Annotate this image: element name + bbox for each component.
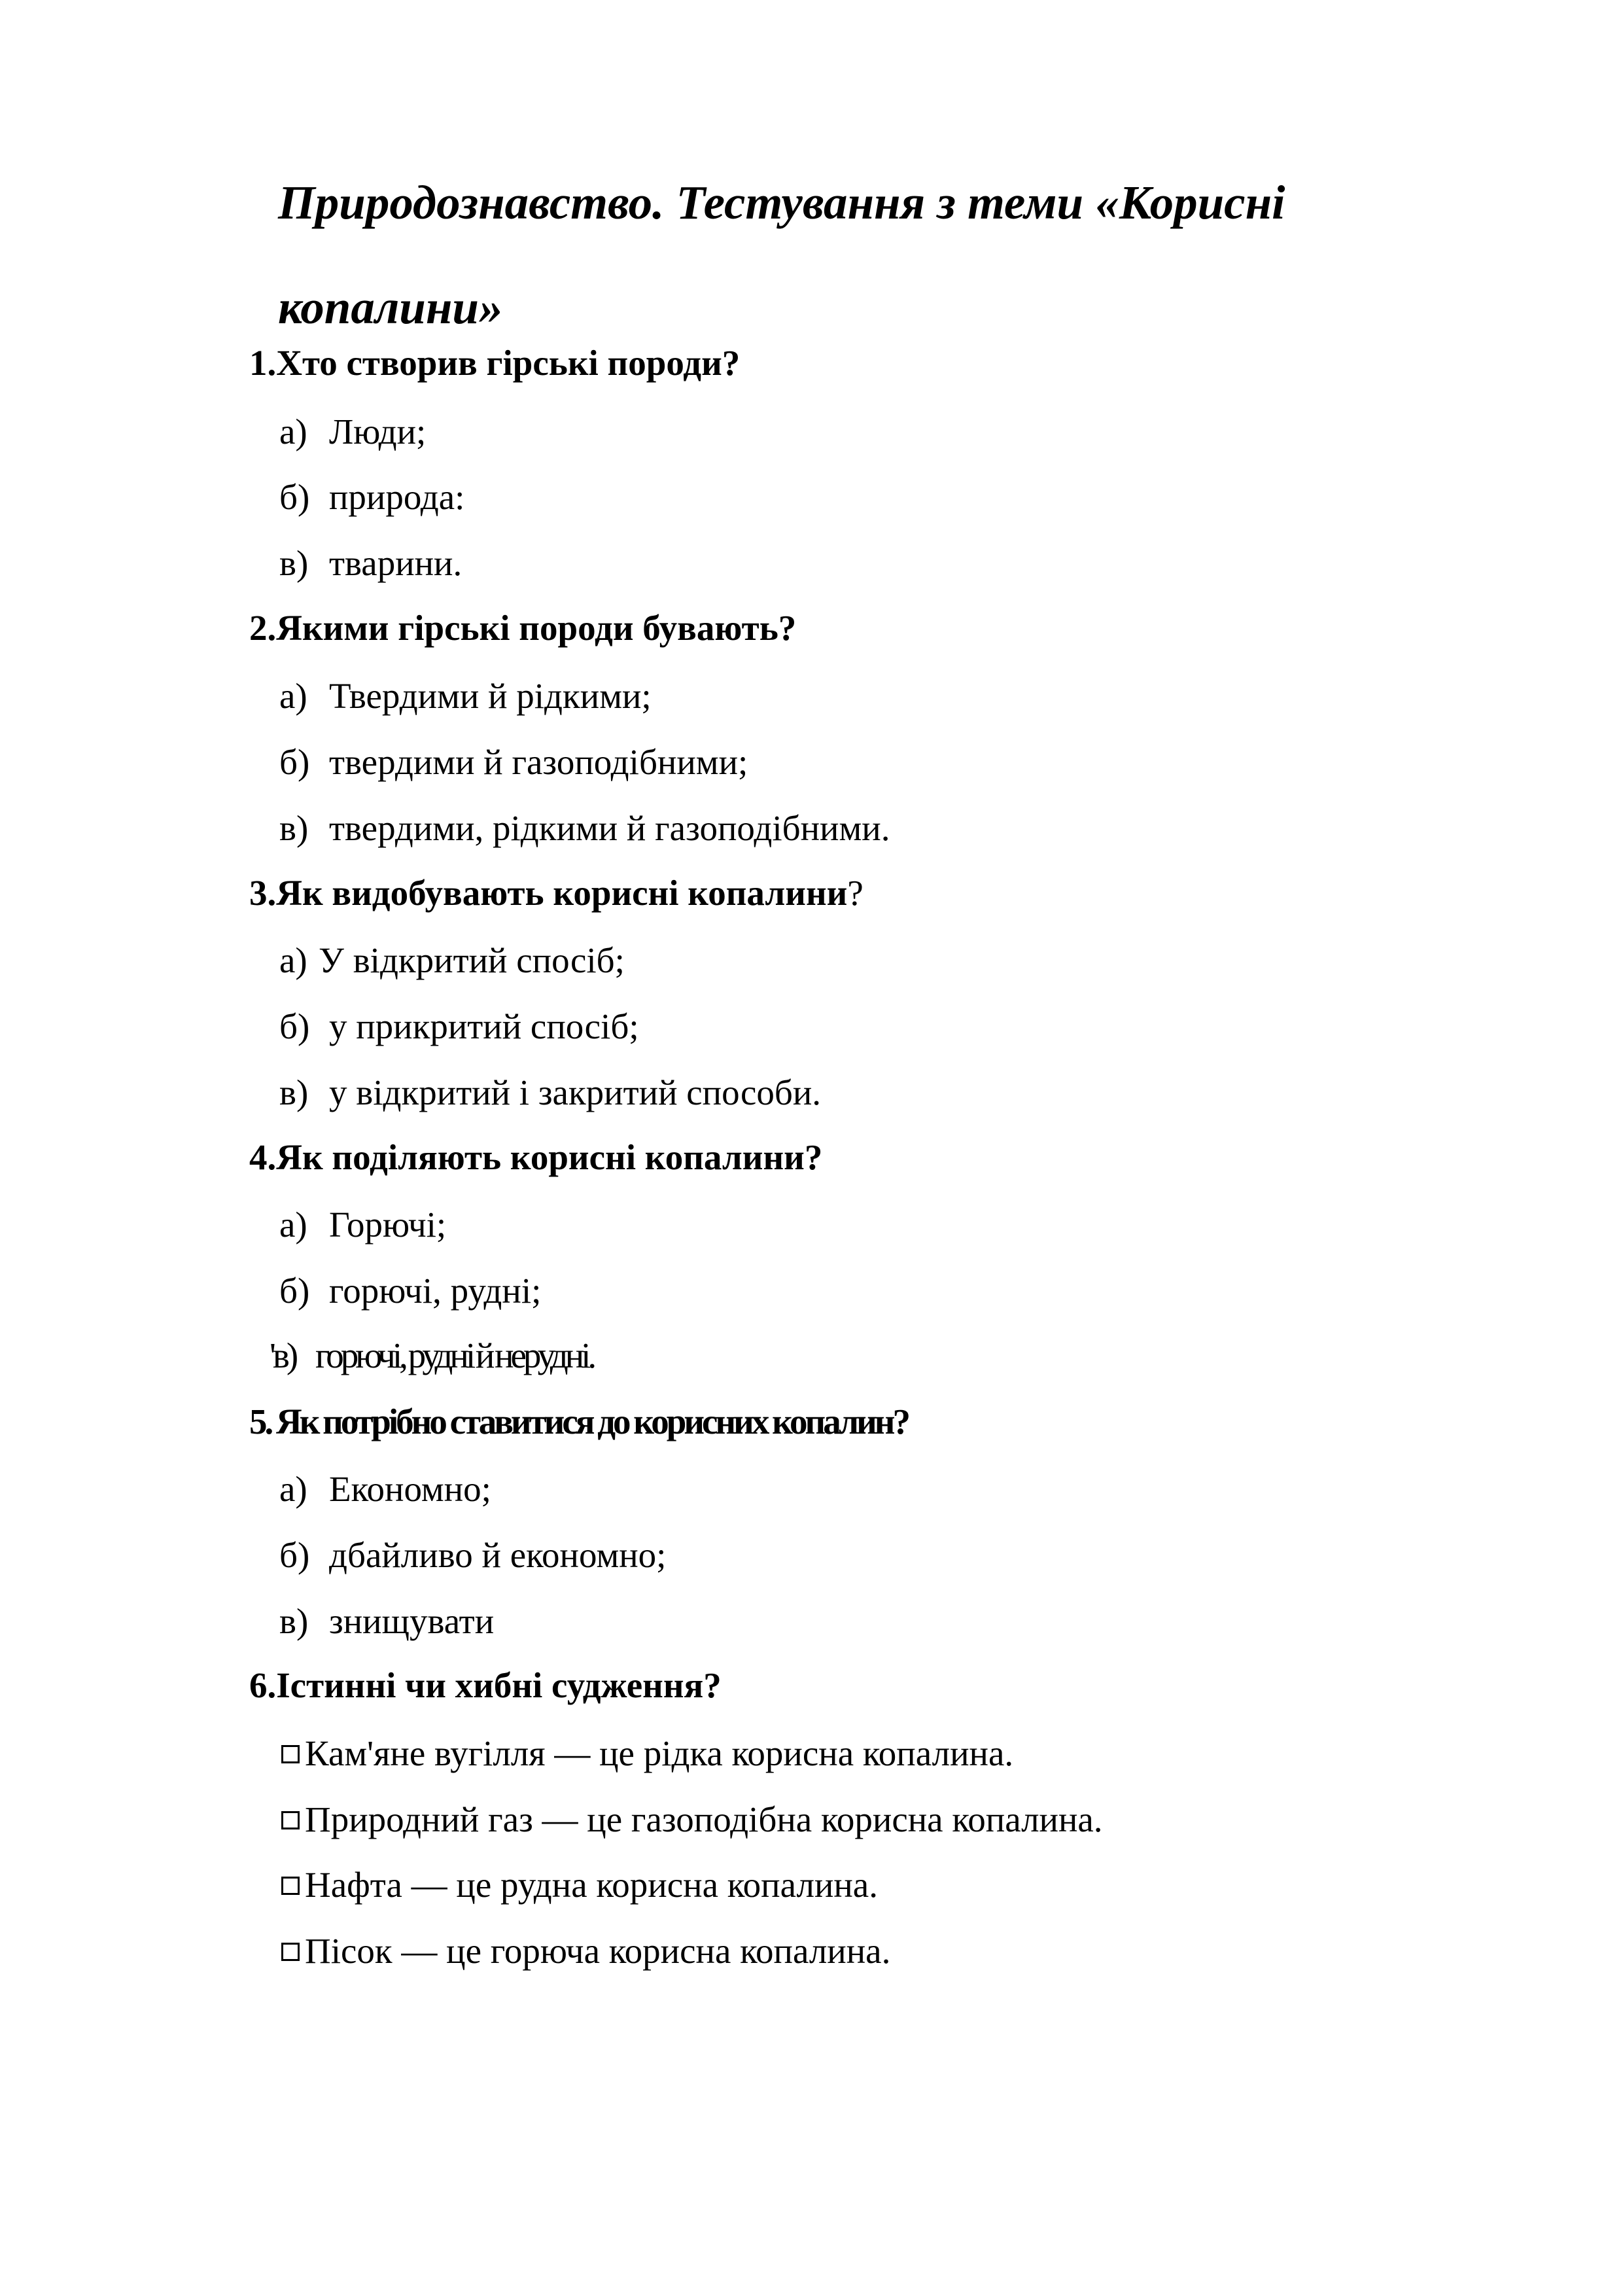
answer-mark: а)	[279, 676, 307, 716]
statement-text: Природний газ — це газоподібна корисна копалина.	[305, 1799, 1103, 1839]
answer-2c	[279, 805, 890, 851]
answer-mark: а)	[279, 1469, 307, 1509]
question-number: 5.	[249, 1402, 271, 1441]
answer-text: Люди;	[329, 412, 427, 451]
answer-mark: а)	[279, 1205, 307, 1245]
answer-text: горючі, рудні й нерудні.	[315, 1335, 594, 1375]
question-text: Хто створив гірські породи?	[276, 343, 741, 383]
answer-mark: б)	[279, 1006, 310, 1046]
answer-3c	[279, 1070, 821, 1116]
question-number: 2.	[249, 608, 277, 648]
answer-4c	[270, 1333, 593, 1379]
answer-1a	[279, 409, 426, 455]
answer-mark: в)	[279, 1072, 309, 1112]
answer-mark: б)	[279, 477, 310, 517]
question-text: Як поділяють корисні копалини?	[276, 1137, 823, 1177]
question-4	[249, 1135, 822, 1180]
answer-3a	[279, 938, 625, 983]
question-text: Істинні чи хибні судження?	[276, 1665, 722, 1705]
page-title: Природознавство. Тестування з теми «Корисні копалини»	[278, 176, 1285, 334]
answer-mark: б)	[279, 742, 310, 782]
answer-mark: б)	[279, 1535, 310, 1575]
answer-5a	[279, 1466, 491, 1512]
answer-4b	[279, 1268, 541, 1314]
question-number: 4.	[249, 1137, 277, 1177]
answer-mark: 'в)	[270, 1335, 296, 1375]
statement-text: Нафта — це рудна корисна копалина.	[305, 1865, 878, 1905]
answer-2a	[279, 673, 652, 719]
question-mark: ?	[847, 873, 864, 913]
answer-text: Твердими й рідкими;	[329, 676, 652, 716]
answer-1b	[279, 474, 464, 520]
answer-text: Економно;	[329, 1469, 491, 1509]
answer-text: у прикритий спосіб;	[329, 1006, 639, 1046]
question-3	[249, 870, 864, 916]
question-number: 3.	[249, 873, 277, 913]
answer-text: горючі, рудні;	[329, 1271, 542, 1311]
question-number: 1.	[249, 343, 277, 383]
question-2	[249, 605, 796, 651]
answer-1c	[279, 540, 462, 586]
checkbox[interactable]	[281, 1943, 300, 1961]
answer-text: Горючі;	[329, 1205, 447, 1245]
answer-text: дбайливо й економно;	[329, 1535, 667, 1575]
answer-text: знищувати	[329, 1601, 495, 1641]
checkbox[interactable]	[281, 1811, 300, 1829]
statement-3	[281, 1862, 878, 1908]
answer-mark: в)	[279, 543, 309, 583]
answer-text: У відкритий спосіб;	[319, 940, 625, 980]
answer-text: твердими й газоподібними;	[329, 742, 748, 782]
answer-mark: в)	[279, 808, 309, 848]
checkbox[interactable]	[281, 1877, 300, 1895]
answer-mark: б)	[279, 1271, 310, 1311]
question-1	[249, 340, 740, 386]
question-5	[249, 1399, 908, 1445]
answer-text: у відкритий і закритий способи.	[329, 1072, 822, 1112]
answer-3b	[279, 1004, 639, 1050]
statement-text: Пісок — це горюча корисна копалина.	[305, 1931, 891, 1971]
answer-5c	[279, 1598, 494, 1644]
statement-1	[281, 1731, 1013, 1776]
checkbox[interactable]	[281, 1745, 300, 1763]
question-text: Як видобувають корисні копалини	[276, 873, 848, 913]
question-text: Якими гірські породи бувають?	[276, 608, 797, 648]
statement-4	[281, 1928, 890, 1974]
question-number: 6.	[249, 1665, 277, 1705]
answer-5b	[279, 1532, 666, 1578]
statement-text: Кам'яне вугілля — це рідка корисна копалина.	[305, 1733, 1014, 1773]
answer-mark: а)	[279, 940, 307, 980]
answer-2b	[279, 739, 748, 785]
answer-text: твердими, рідкими й газоподібними.	[329, 808, 890, 848]
answer-4a	[279, 1202, 446, 1248]
answer-text: тварини.	[329, 543, 462, 583]
question-text: Як потрібно ставитися до корисних копалин?	[276, 1402, 908, 1441]
question-6	[249, 1663, 722, 1708]
answer-mark: в)	[279, 1601, 309, 1641]
statement-2	[281, 1797, 1103, 1843]
answer-text: природа:	[329, 477, 465, 517]
answer-mark: а)	[279, 412, 307, 451]
